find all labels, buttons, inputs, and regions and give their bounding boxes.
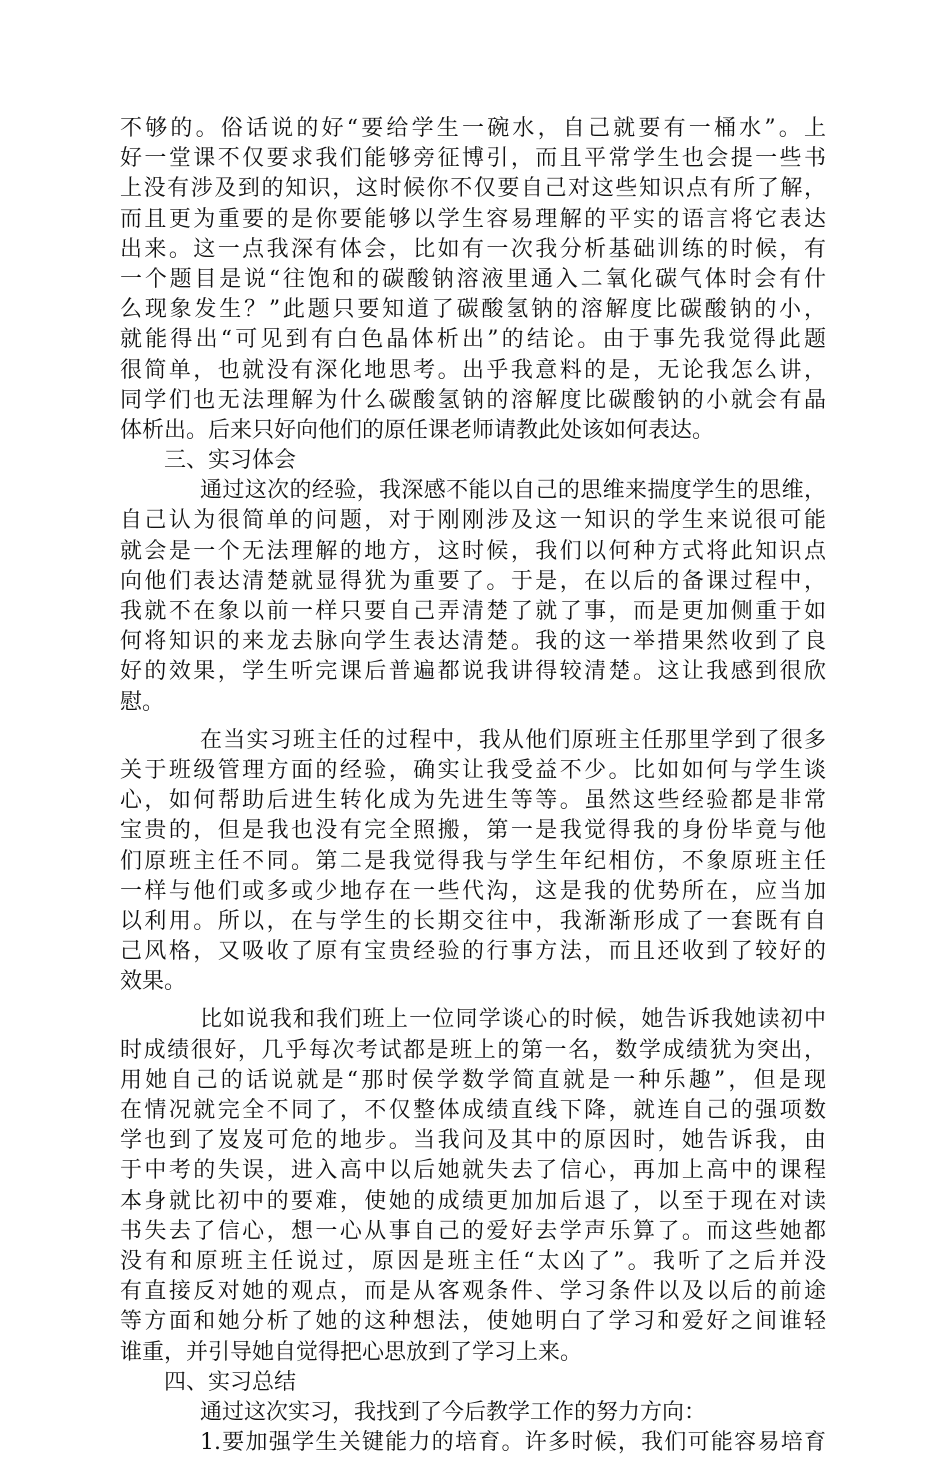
- text-line: 何将知识的来龙去脉向学生表达清楚。我的这一举措果然收到了良: [120, 629, 826, 655]
- section-heading: 三、实习体会: [164, 448, 297, 474]
- text-line: 心，如何帮助后进生转化成为先进生等等。虽然这些经验都是非常: [120, 788, 826, 814]
- paragraph-spacing: [120, 997, 826, 1005]
- text-line: 出来。这一点我深有体会，比如有一次我分析基础训练的时候，有: [120, 236, 826, 262]
- text-line: 效果。: [120, 969, 187, 995]
- text-line: 一样与他们或多或少地存在一些代沟，这是我的优势所在，应当加: [120, 878, 826, 904]
- paragraph: [120, 726, 826, 998]
- text-line: 而且更为重要的是你要能够以学生容易理解的平实的语言将它表达: [120, 206, 826, 232]
- text-line: 书失去了信心，想一心从事自己的爱好去学声乐算了。而这些她都: [120, 1218, 826, 1244]
- text-line: 在情况就完全不同了，不仅整体成绩直线下降，就连自己的强项数: [120, 1098, 826, 1123]
- text-line: 好一堂课不仅要求我们能够旁征博引，而且平常学生也会提一些书: [120, 146, 826, 172]
- text-line: 自己认为很简单的问题，对于刚刚涉及这一知识的学生来说很可能: [120, 508, 826, 534]
- document-body: [120, 114, 826, 1458]
- text-line: 以利用。所以，在与学生的长期交往中，我渐渐形成了一套既有自: [120, 908, 826, 934]
- text-line: 不够的。俗话说的好“要给学生一碗水，自己就要有一桶水”。上: [120, 116, 826, 141]
- text-line: 我就不在象以前一样只要自己弄清楚了就了事，而是更加侧重于如: [120, 599, 826, 624]
- text-line: 通过这次实习，我找到了今后教学工作的努力方向：: [200, 1399, 707, 1425]
- text-line: 1.要加强学生关键能力的培育。许多时候，我们可能容易培育: [200, 1430, 826, 1456]
- text-line: 谁重，并引导她自觉得把心思放到了学习上来。: [120, 1339, 583, 1365]
- text-line: 体析出。后来只好向他们的原任课老师请教此处该如何表达。: [120, 417, 715, 443]
- text-line: 有直接反对她的观点，而是从客观条件、学习条件以及以后的前途: [120, 1279, 826, 1305]
- text-line: 通过这次的经验，我深感不能以自己的思维来揣度学生的思维，: [200, 478, 826, 504]
- paragraph: [120, 1005, 826, 1367]
- paragraph: [120, 1398, 826, 1428]
- text-line: 很简单，也就没有深化地思考。出乎我意料的是，无论我怎么讲，: [120, 357, 826, 383]
- text-line: 于中考的失误，进入高中以后她就失去了信心，再加上高中的课程: [120, 1158, 826, 1184]
- text-line: 向他们表达清楚就显得犹为重要了。于是，在以后的备课过程中，: [120, 568, 826, 594]
- text-line: 在当实习班主任的过程中，我从他们原班主任那里学到了很多: [200, 727, 826, 753]
- text-line: 本身就比初中的要难，使她的成绩更加加后退了，以至于现在对读: [120, 1188, 826, 1214]
- text-line: 同学们也无法理解为什么碳酸氢钠的溶解度比碳酸钠的小就会有晶: [120, 387, 826, 413]
- text-line: 就能得出“可见到有白色晶体析出”的结论。由于事先我觉得此题: [120, 327, 826, 353]
- text-line: 时成绩很好，几乎每次考试都是班上的第一名，数学成绩犹为突出，: [120, 1037, 826, 1063]
- text-line: 没有和原班主任说过，原因是班主任“太凶了”。我听了之后并没: [120, 1248, 826, 1274]
- paragraph: [120, 476, 826, 718]
- text-line: 用她自己的话说就是“那时侯学数学简直就是一种乐趣”，但是现: [120, 1067, 826, 1093]
- text-line: 一个题目是说“往饱和的碳酸钠溶液里通入二氧化碳气体时会有什: [120, 266, 826, 292]
- text-line: 好的效果，学生听完课后普遍都说我讲得较清楚。这让我感到很欣: [120, 659, 826, 685]
- text-line: 关于班级管理方面的经验，确实让我受益不少。比如如何与学生谈: [120, 757, 826, 783]
- paragraph: [120, 1428, 826, 1458]
- text-line: 宝贵的，但是我也没有完全照搬，第一是我觉得我的身份毕竟与他: [120, 818, 826, 844]
- text-line: 学也到了岌岌可危的地步。当我问及其中的原因时，她告诉我，由: [120, 1128, 826, 1154]
- paragraph: [120, 114, 826, 446]
- text-line: 上没有涉及到的知识，这时候你不仅要自己对这些知识点有所了解，: [120, 176, 826, 202]
- text-line: 么现象发生？”此题只要知道了碳酸氢钠的溶解度比碳酸钠的小，: [120, 297, 826, 323]
- text-line: 们原班主任不同。第二是我觉得我与学生年纪相仿，不象原班主任: [120, 848, 826, 874]
- paragraph-spacing: [120, 718, 826, 726]
- text-line: 就会是一个无法理解的地方，这时候，我们以何种方式将此知识点: [120, 538, 826, 564]
- text-line: 比如说我和我们班上一位同学谈心的时候，她告诉我她读初中: [200, 1007, 826, 1033]
- text-line: 慰。: [120, 689, 165, 715]
- text-line: 等方面和她分析了她的这种想法，使她明白了学习和爱好之间谁轻: [120, 1309, 826, 1335]
- section-heading: 四、实习总结: [164, 1369, 297, 1395]
- text-line: 己风格，又吸收了原有宝贵经验的行事方法，而且还收到了较好的: [120, 939, 826, 965]
